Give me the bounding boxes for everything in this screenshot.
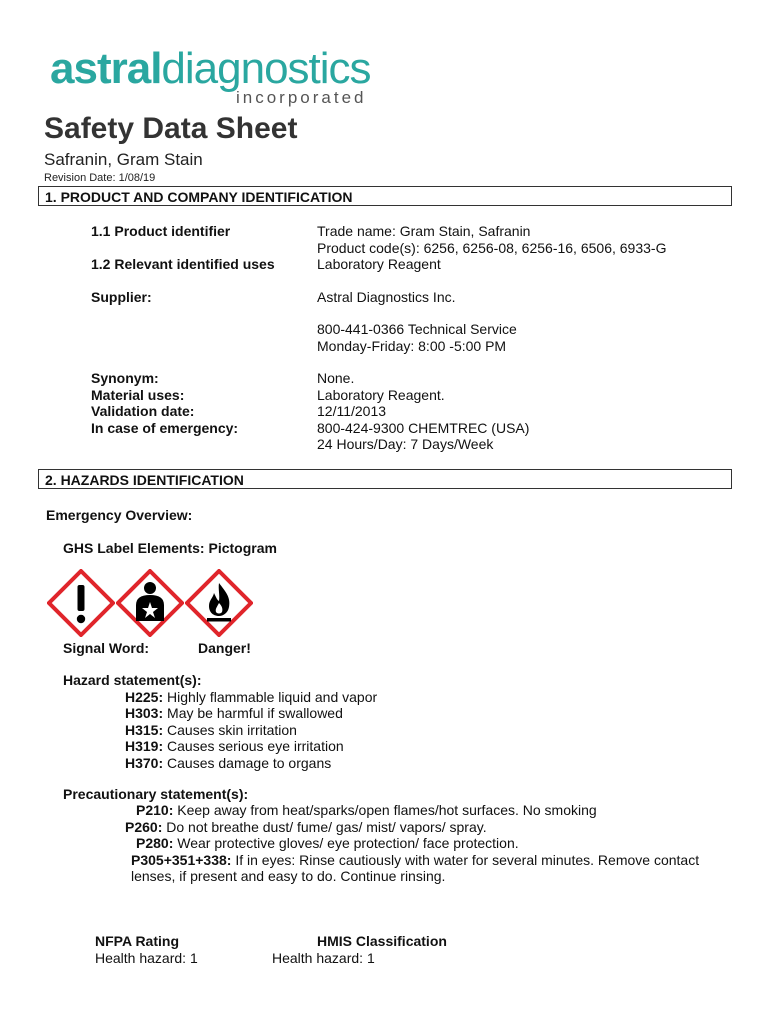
relevant-use: Laboratory Reagent — [317, 256, 441, 272]
logo-subtitle: incorporated — [236, 88, 367, 107]
validation-date-label: Validation date: — [91, 403, 195, 419]
precaution-code: P305+351+338: — [131, 851, 232, 868]
page-title: Safety Data Sheet — [44, 112, 298, 145]
company-logo — [50, 44, 371, 110]
material-uses-value: Laboratory Reagent. — [317, 386, 445, 403]
logo-wordmark — [50, 44, 371, 94]
flame-icon — [185, 569, 253, 637]
hazard-statement — [125, 755, 331, 772]
supplier-phone: 800-441-0366 Technical Service — [317, 321, 517, 337]
precautionary-statement — [136, 835, 519, 852]
health-hazard-icon — [116, 569, 184, 637]
hazard-text: Causes serious eye irritation — [163, 738, 344, 754]
precaution-text: Keep away from heat/sparks/open flames/hot surfaces. No smoking — [173, 802, 597, 818]
logo-part-diagnostics: diagnostics — [161, 44, 371, 93]
hazard-statement — [125, 689, 377, 706]
hazard-text: May be harmful if swallowed — [163, 705, 343, 721]
precaution-text: Do not breathe dust/ fume/ gas/ mist/ vapors/ spray. — [162, 818, 487, 835]
hazard-text: Causes damage to organs — [163, 754, 332, 771]
hazard-statement — [125, 738, 344, 755]
hazard-code: H303: — [125, 705, 164, 721]
nfpa-heading: NFPA Rating — [95, 933, 179, 949]
emergency-label: In case of emergency: — [91, 419, 239, 436]
emergency-overview-label: Emergency Overview: — [46, 507, 193, 523]
trade-name: Trade name: Gram Stain, Safranin — [317, 223, 531, 239]
emergency-phone: 800-424-9300 CHEMTREC (USA) — [317, 419, 530, 436]
precaution-continuation: lenses, if present and easy to do. Continue rinsing. — [131, 868, 446, 884]
hazard-code: H315: — [125, 721, 164, 738]
hazard-statement — [125, 722, 297, 739]
synonym-value: None. — [317, 370, 355, 386]
validation-date-value: 12/11/2013 — [317, 403, 387, 419]
precautionary-statement — [125, 819, 487, 836]
revision-date: Revision Date: 1/08/19 — [44, 172, 156, 184]
nfpa-health-hazard: Health hazard: 1 — [95, 949, 198, 966]
precautionary-statement — [136, 802, 597, 819]
precaution-text: If in eyes: Rinse cautiously with water for several minutes. Remove contact — [231, 851, 700, 868]
precautionary-statements-label: Precautionary statement(s): — [63, 786, 249, 802]
hmis-health-hazard: Health hazard: 1 — [272, 949, 375, 966]
hazard-statements-label: Hazard statement(s): — [63, 672, 202, 688]
hazard-statement — [125, 705, 343, 722]
supplier-label: Supplier: — [91, 289, 152, 305]
supplier-name: Astral Diagnostics Inc. — [317, 289, 456, 305]
product-name: Safranin, Gram Stain — [44, 150, 203, 169]
relevant-uses-label: 1.2 Relevant identified uses — [91, 256, 275, 272]
synonym-label: Synonym: — [91, 370, 159, 386]
signal-word-label: Signal Word: — [63, 640, 150, 656]
logo-part-astral: astral — [50, 44, 162, 93]
precaution-text: Wear protective gloves/ eye protection/ face protection. — [173, 835, 519, 851]
material-uses-label: Material uses: — [91, 386, 185, 403]
precaution-code: P260: — [125, 818, 163, 835]
precaution-code: P280: — [136, 835, 174, 851]
section-1-heading: 1. PRODUCT AND COMPANY IDENTIFICATION — [38, 186, 732, 206]
ghs-label: GHS Label Elements: Pictogram — [63, 540, 277, 556]
hmis-heading: HMIS Classification — [317, 933, 447, 949]
hazard-code: H225: — [125, 688, 164, 705]
product-codes: Product code(s): 6256, 6256-08, 6256-16, 6506, 6933-G — [317, 239, 667, 256]
precaution-code: P210: — [136, 802, 174, 818]
exclamation-mark-icon — [47, 569, 115, 637]
signal-word-value: Danger! — [198, 640, 251, 656]
product-identifier-label: 1.1 Product identifier — [91, 223, 231, 239]
precautionary-statement — [131, 852, 699, 869]
emergency-hours: 24 Hours/Day: 7 Days/Week — [317, 436, 494, 452]
hazard-code: H370: — [125, 754, 164, 771]
supplier-hours: Monday-Friday: 8:00 -5:00 PM — [317, 337, 507, 354]
hazard-text: Highly flammable liquid and vapor — [163, 688, 378, 705]
hazard-code: H319: — [125, 738, 164, 754]
section-2-heading: 2. HAZARDS IDENTIFICATION — [38, 469, 732, 489]
hazard-text: Causes skin irritation — [163, 721, 297, 738]
